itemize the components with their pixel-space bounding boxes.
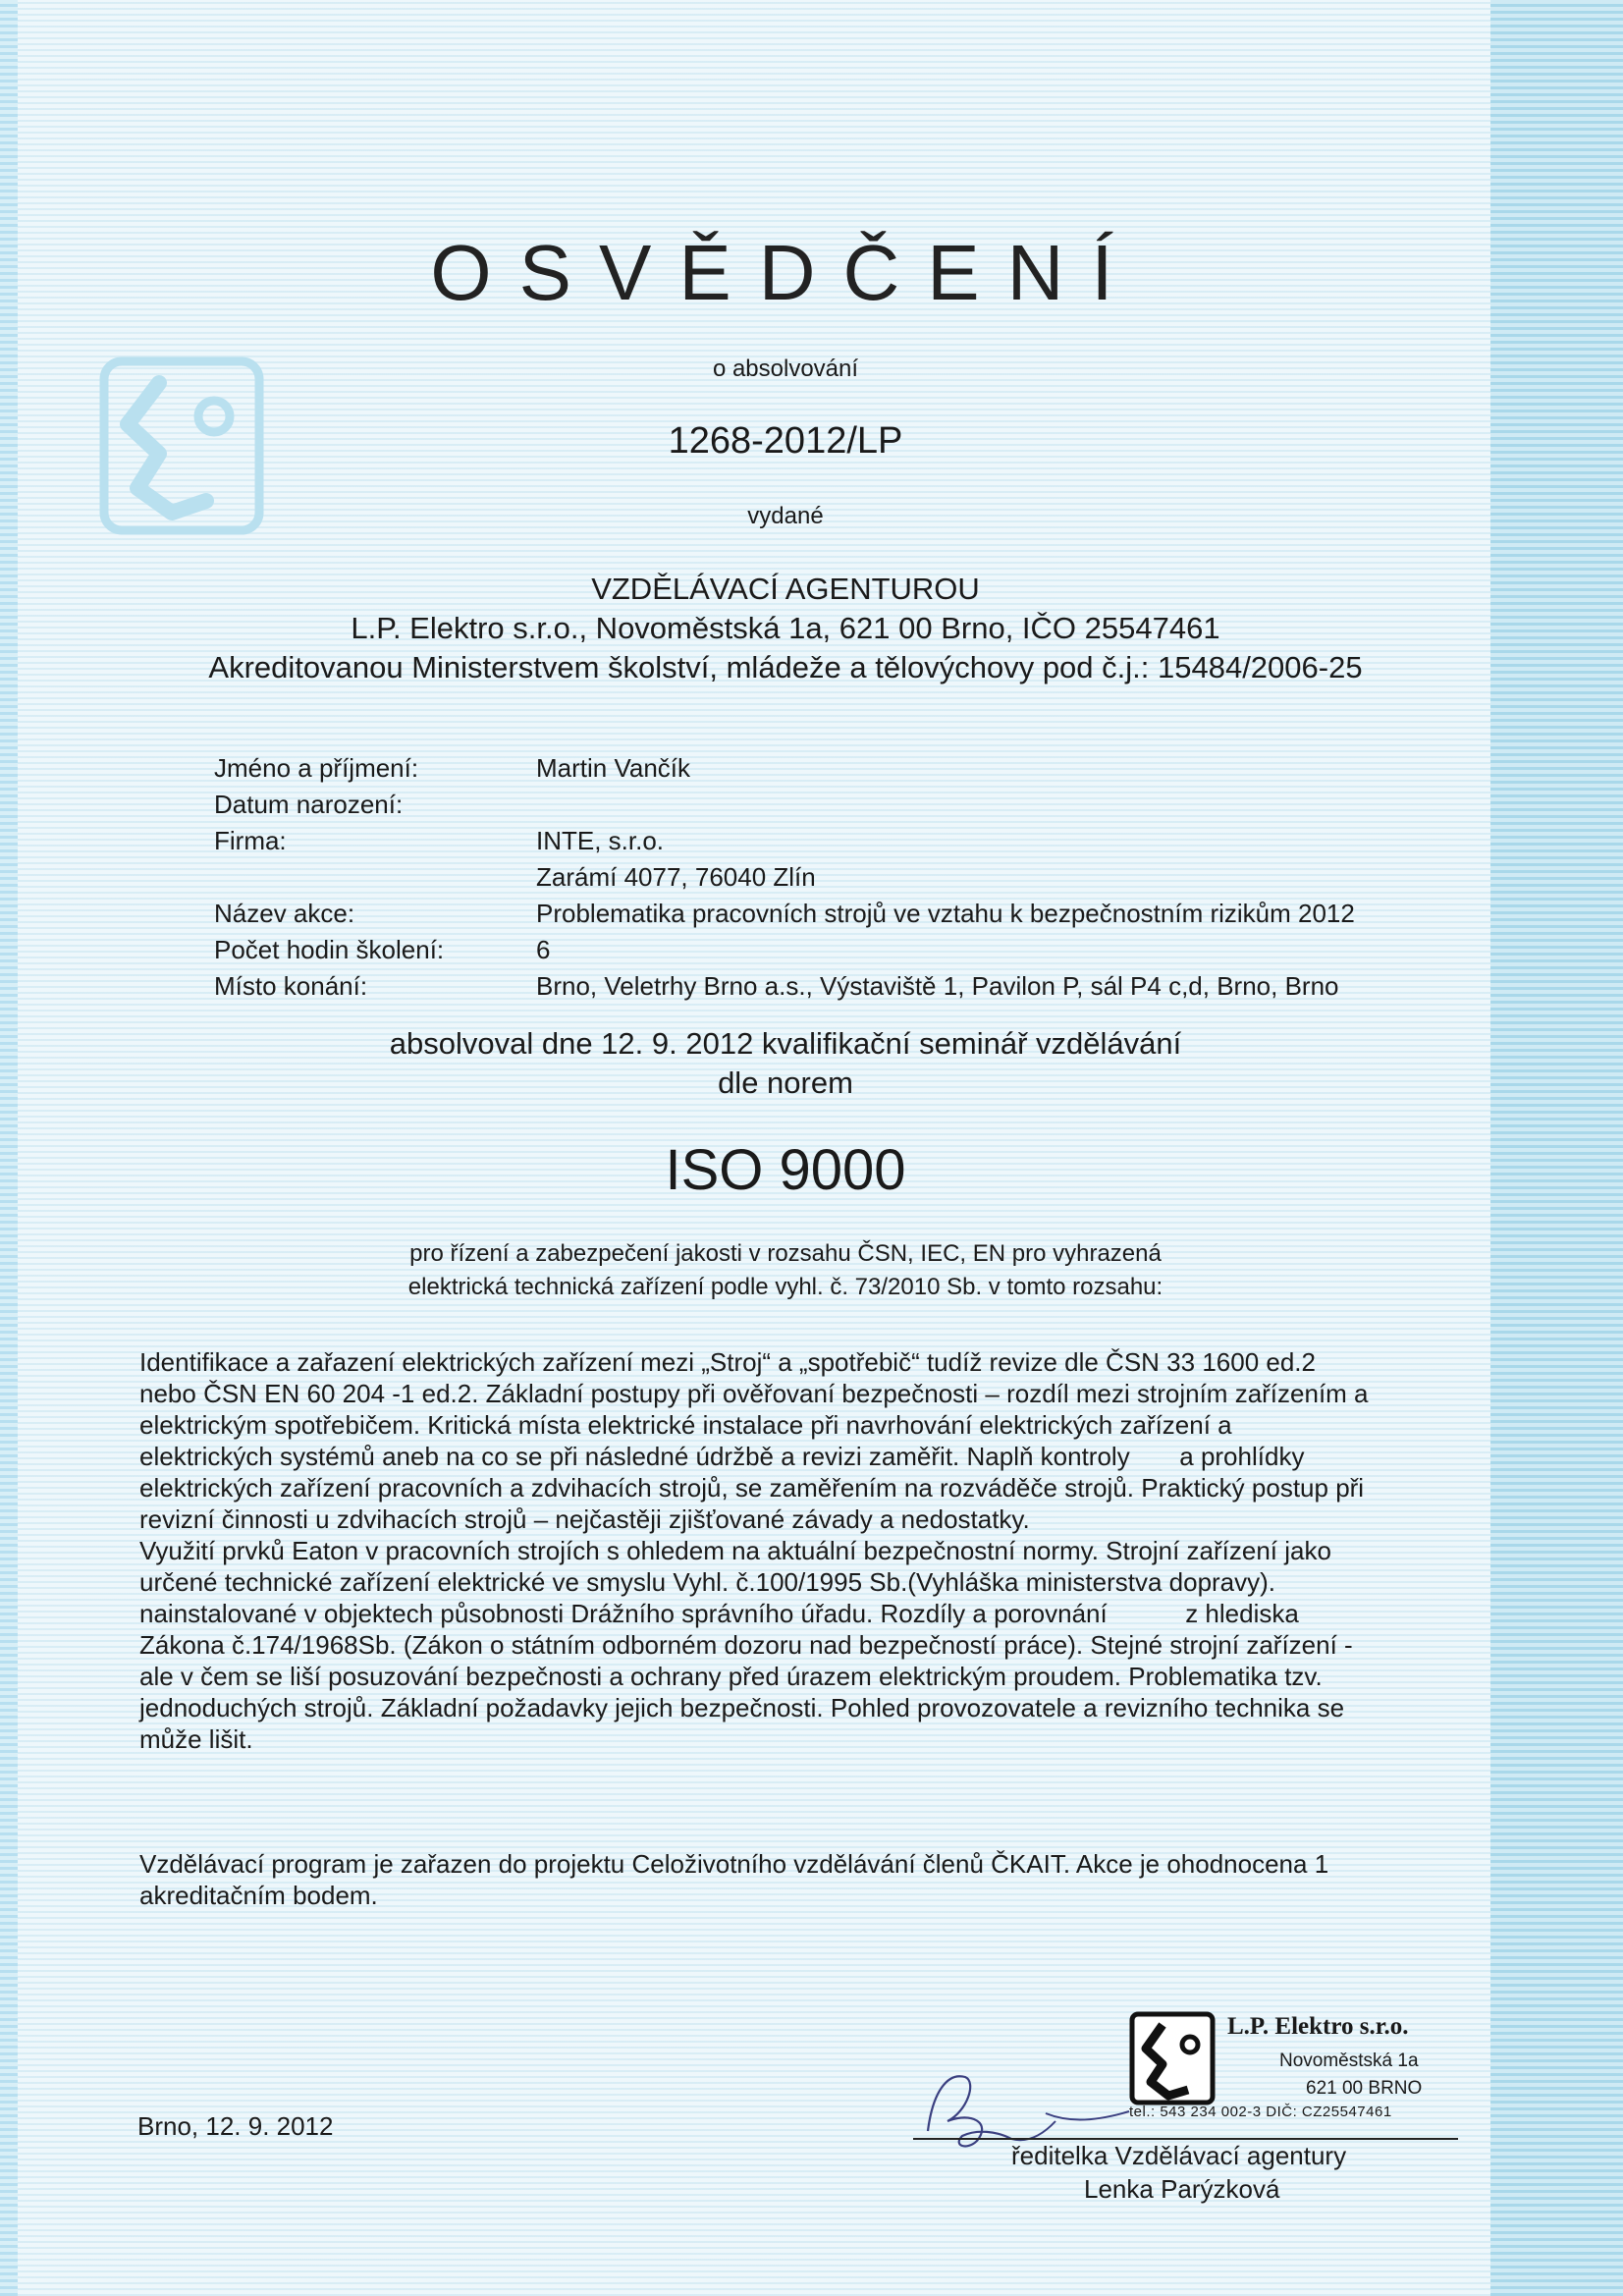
completion-line: absolvoval dne 12. 9. 2012 kvalifikační seminář vzdělávání bbox=[389, 1026, 1182, 1061]
stamp-city: 621 00 BRNO bbox=[1306, 2078, 1423, 2099]
absolvovani-line: o absolvování bbox=[712, 355, 859, 382]
content-line: jednoduchých strojů. Základní požadavky jejich bezpečnosti. Pohled provozovatele a revizního technika se bbox=[139, 1693, 1345, 1722]
content-line: ale v čem se liší posuzování bezpečnosti a ochrany před úrazem elektrickým proudem. Problematika tzv. bbox=[139, 1662, 1323, 1691]
detail-value: Problematika pracovních strojů ve vztahu k bezpečnostním rizikům 2012 bbox=[536, 899, 1355, 928]
detail-label: Firma: bbox=[214, 826, 287, 855]
content-line: elektrických systémů aneb na co se při následné údržbě a revizi zaměřit. Naplň kontroly a prohlídky bbox=[139, 1442, 1305, 1471]
content-line: elektrickým spotřebičem. Kritická místa elektrické instalace při navrhování elektrických zařízení a bbox=[139, 1410, 1232, 1440]
accreditation-line: Akreditovanou Ministerstvem školství, mládeže a tělovýchovy pod č.j.: 15484/2006-25 bbox=[208, 650, 1363, 684]
content-paragraph bbox=[139, 1346, 1460, 1755]
scope-line-2: elektrická technická zařízení podle vyhl. č. 73/2010 Sb. v tomto rozsahu: bbox=[407, 1274, 1163, 1300]
content-line: nebo ČSN EN 60 204 -1 ed.2. Základní postupy při ověřovaní bezpečnosti – rozdíl mezi strojním zařízením a bbox=[139, 1379, 1369, 1408]
detail-label: Počet hodin školení: bbox=[214, 935, 445, 964]
program-paragraph bbox=[139, 1848, 1460, 1911]
content-line: nainstalované v objektech působnosti Drážního správního úřadu. Rozdíly a porovnání z hlediska bbox=[139, 1599, 1299, 1628]
program-line: Vzdělávací program je zařazen do projektu Celoživotního vzdělávání členů ČKAIT. Akce je ohodnocena 1 bbox=[139, 1849, 1329, 1879]
detail-label: Název akce: bbox=[214, 899, 355, 928]
company-stamp bbox=[1129, 2011, 1463, 2119]
signer-role: ředitelka Vzdělávací agentury bbox=[1011, 2141, 1347, 2170]
stamp-company-name: L.P. Elektro s.r.o. bbox=[1227, 2013, 1409, 2040]
certificate-number: 1268-2012/LP bbox=[668, 420, 903, 462]
program-line: akreditačním bodem. bbox=[139, 1881, 378, 1910]
detail-label: Jméno a příjmení: bbox=[214, 753, 419, 783]
content-line: Zákona č.174/1968Sb. (Zákon o státním odborném dozoru nad bezpečností práce). Stejné strojní zařízení - bbox=[139, 1630, 1353, 1660]
detail-value: Martin Vančík bbox=[536, 753, 691, 783]
detail-label: Datum narození: bbox=[214, 790, 404, 819]
content-line: revizní činnosti u zdvihacích strojů – nejčastěji zjišťované závady a nedostatky. bbox=[139, 1504, 1030, 1534]
vydane-line: vydané bbox=[747, 503, 824, 529]
content-line: elektrických zařízení pracovních a zdvihacích strojů, se zaměřením na rozváděče strojů. Praktický postup při bbox=[139, 1473, 1365, 1503]
content-line: určené technické zařízení elektrické ve smyslu Vyhl. č.100/1995 Sb.(Vyhláška ministerstva dopravy). bbox=[139, 1567, 1276, 1597]
scope-line-1: pro řízení a zabezpečení jakosti v rozsahu ČSN, IEC, EN pro vyhrazená bbox=[409, 1240, 1162, 1267]
detail-value: 6 bbox=[536, 935, 551, 964]
agency-name: VZDĚLÁVACÍ AGENTUROU bbox=[591, 572, 980, 606]
place-and-date: Brno, 12. 9. 2012 bbox=[137, 2111, 334, 2141]
norms-line: dle norem bbox=[718, 1066, 853, 1100]
detail-value: Brno, Veletrhy Brno a.s., Výstaviště 1, Pavilon P, sál P4 c,d, Brno, Brno bbox=[536, 971, 1339, 1001]
content-line: může lišit. bbox=[139, 1724, 253, 1754]
stamp-tel: tel.: 543 234 002-3 DIČ: CZ25547461 bbox=[1129, 2104, 1392, 2120]
content-line: Identifikace a zařazení elektrických zařízení mezi „Stroj“ a „spotřebič“ tudíž revize dle ČSN 33 1600 ed.2 bbox=[139, 1347, 1316, 1377]
detail-value: INTE, s.r.o. bbox=[536, 826, 665, 855]
content-line: Využití prvků Eaton v pracovních strojích s ohledem na aktuální bezpečnostní normy. Strojní zařízení jako bbox=[139, 1536, 1331, 1565]
detail-value: Zarámí 4077, 76040 Zlín bbox=[536, 862, 816, 892]
detail-label: Místo konání: bbox=[214, 971, 368, 1001]
certificate-title: OSVĚDČENÍ bbox=[430, 229, 1141, 316]
stamp-street: Novoměstská 1a bbox=[1279, 2050, 1419, 2071]
signer-name: Lenka Parýzková bbox=[1084, 2174, 1280, 2204]
standard-name: ISO 9000 bbox=[665, 1138, 906, 1202]
signature-line bbox=[913, 2138, 1458, 2140]
company-line: L.P. Elektro s.r.o., Novoměstská 1a, 621 00 Brno, IČO 25547461 bbox=[351, 611, 1220, 645]
